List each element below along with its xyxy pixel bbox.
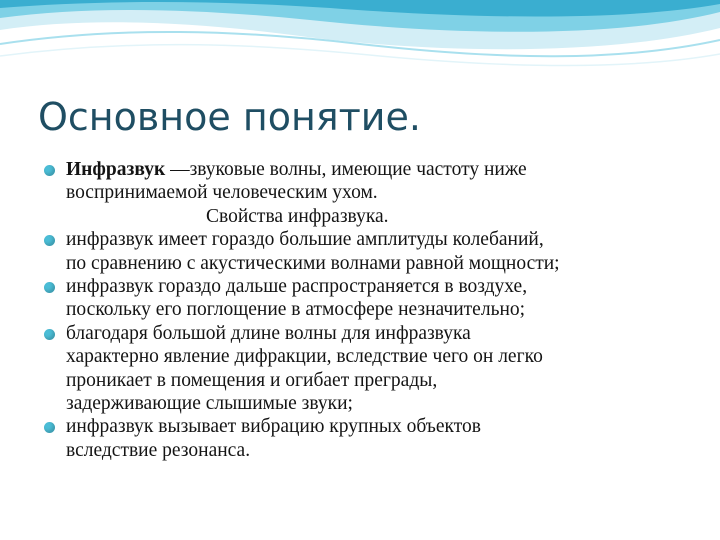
definition-line-1 <box>66 158 694 181</box>
property-line: характерно явление дифракции, вследствие чего он легко <box>66 346 543 368</box>
bullet-icon <box>44 165 55 176</box>
properties-subheading: Свойства инфразвука. <box>206 205 389 227</box>
property-line: задерживающие слышимые звуки; <box>66 393 353 415</box>
property-item <box>44 275 694 322</box>
property-item <box>44 228 694 275</box>
property-line: по сравнению с акустическими волнами равной мощности; <box>66 252 560 274</box>
slide-title: Основное понятие. <box>38 95 421 139</box>
property-line: вследствие резонанса. <box>66 439 251 461</box>
definition-item <box>44 158 694 205</box>
bullet-icon <box>44 329 55 340</box>
bullet-icon <box>44 422 55 433</box>
property-line: инфразвук имеет гораздо большие амплитуды колебаний, <box>66 229 544 251</box>
bullet-icon <box>44 235 55 246</box>
property-line: проникает в помещения и огибает преграды, <box>66 369 438 391</box>
property-item <box>44 415 694 462</box>
definition-term: Инфразвук <box>66 159 166 180</box>
definition-line-2: воспринимаемой человеческим ухом. <box>66 182 378 204</box>
property-line: поскольку его поглощение в атмосфере незначительно; <box>66 299 526 321</box>
bullet-icon <box>44 282 55 293</box>
property-line: благодаря большой длине волны для инфразвука <box>66 322 471 344</box>
property-line: инфразвук вызывает вибрацию крупных объектов <box>66 416 481 438</box>
slide-content <box>44 158 694 462</box>
header-wave-decoration <box>0 0 720 90</box>
definition-text: —звуковые волны, имеющие частоту ниже <box>165 159 527 180</box>
property-item <box>44 322 694 416</box>
property-line: инфразвук гораздо дальше распространяется в воздухе, <box>66 276 528 298</box>
